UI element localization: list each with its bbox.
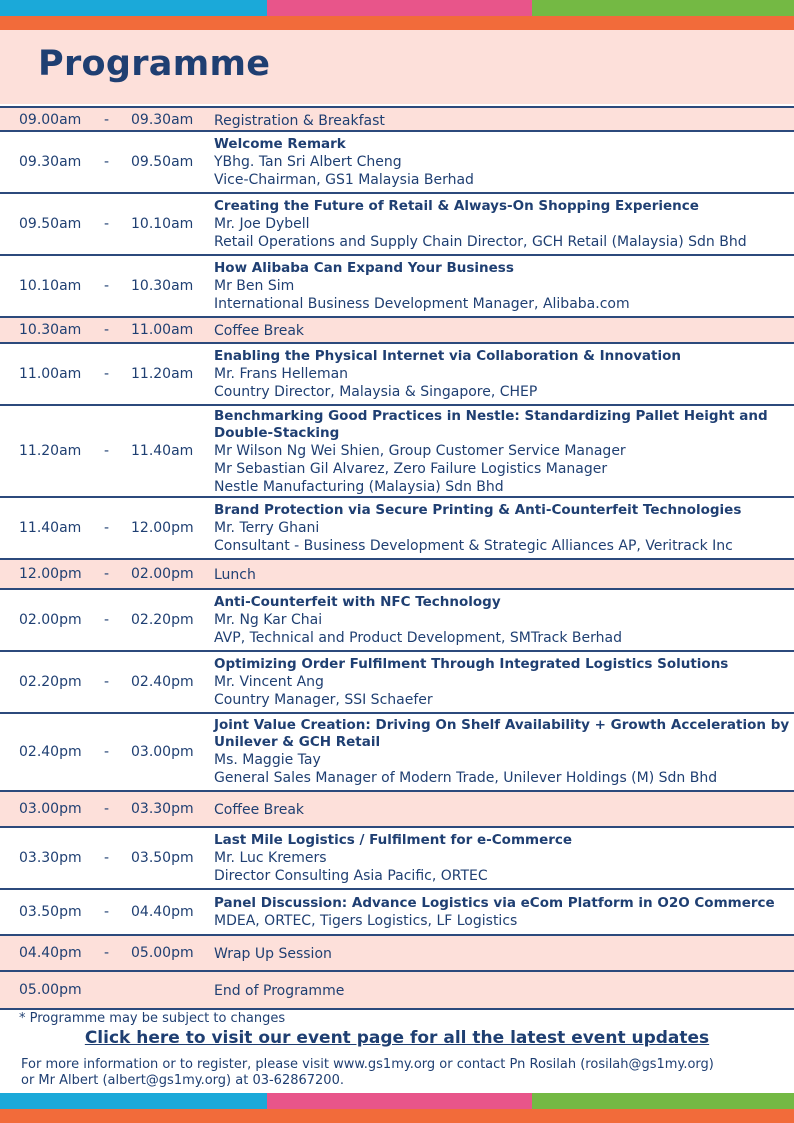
end-time: 02.20pm: [131, 612, 194, 628]
session-line: Country Manager, SSI Schaefer: [214, 691, 433, 708]
time-separator: -: [104, 216, 110, 232]
session-line: Consultant - Business Development & Strategic Alliances AP, Veritrack Inc: [214, 537, 733, 554]
session-details: [214, 260, 792, 313]
session-line: AVP, Technical and Product Development, SMTrack Berhad: [214, 629, 622, 646]
start-time: 05.00pm: [19, 982, 82, 998]
session-title: Creating the Future of Retail & Always-On Shopping Experience: [214, 197, 699, 214]
schedule-row: [0, 498, 794, 560]
end-time: 11.00am: [131, 322, 194, 338]
time-separator: -: [104, 801, 110, 817]
start-time: 11.40am: [19, 520, 82, 536]
start-time: 02.40pm: [19, 744, 82, 760]
schedule-row: [0, 256, 794, 318]
session-title: Optimizing Order Fulfilment Through Integrated Logistics Solutions: [214, 655, 729, 672]
start-time: 04.40pm: [19, 945, 82, 961]
start-time: 11.20am: [19, 443, 82, 459]
start-time: 12.00pm: [19, 566, 82, 582]
session-title: Last Mile Logistics / Fulfilment for e-Commerce: [214, 831, 573, 848]
time-separator: -: [104, 112, 110, 128]
session-details: [214, 895, 792, 930]
schedule-row: [0, 652, 794, 714]
session-line: MDEA, ORTEC, Tigers Logistics, LF Logistics: [214, 912, 518, 929]
session-details: [214, 198, 792, 251]
bottom-orange-bar: [0, 1109, 794, 1123]
session-line: Mr Ben Sim: [214, 277, 295, 294]
session-line: Coffee Break: [214, 802, 305, 818]
session-details: [214, 832, 792, 885]
session-title: Joint Value Creation: Driving On Shelf Availability + Growth Acceleration by Unilever & GCH Retail: [214, 717, 790, 750]
session-details: [214, 801, 792, 819]
end-time: 10.10am: [131, 216, 194, 232]
contact-info-line-2: or Mr Albert (albert@gs1my.org) at 03-62867200.: [21, 1073, 344, 1088]
session-line: Country Director, Malaysia & Singapore, CHEP: [214, 383, 538, 400]
end-time: 04.40pm: [131, 904, 194, 920]
schedule-row: [0, 792, 794, 828]
end-time: 09.30am: [131, 112, 194, 128]
session-details: [214, 112, 792, 130]
time-separator: -: [104, 850, 110, 866]
stripe-blue: [0, 1093, 267, 1109]
session-details: [214, 408, 792, 496]
schedule-row: [0, 936, 794, 972]
session-details: [214, 136, 792, 189]
session-line: Mr Wilson Ng Wei Shien, Group Customer Service Manager: [214, 443, 626, 459]
session-title: Panel Discussion: Advance Logistics via eCom Platform in O2O Commerce: [214, 894, 775, 911]
end-time: 10.30am: [131, 278, 194, 294]
top-orange-bar: [0, 16, 794, 30]
schedule-row: [0, 560, 794, 590]
schedule-table: [0, 106, 794, 1010]
session-title: How Alibaba Can Expand Your Business: [214, 259, 514, 276]
bottom-color-stripe: [0, 1093, 794, 1109]
schedule-row: [0, 890, 794, 936]
session-line: Mr. Vincent Ang: [214, 673, 324, 690]
start-time: 03.00pm: [19, 801, 82, 817]
session-title: Enabling the Physical Internet via Collaboration & Innovation: [214, 347, 682, 364]
session-line: Vice-Chairman, GS1 Malaysia Berhad: [214, 171, 474, 188]
programme-header: [0, 30, 794, 104]
start-time: 02.20pm: [19, 674, 82, 690]
stripe-pink: [267, 0, 532, 16]
end-time: 12.00pm: [131, 520, 194, 536]
session-line: Mr. Terry Ghani: [214, 519, 320, 536]
end-time: 09.50am: [131, 154, 194, 170]
session-title: Brand Protection via Secure Printing & Anti-Counterfeit Technologies: [214, 501, 742, 518]
time-separator: -: [104, 443, 110, 459]
contact-info: [21, 1057, 786, 1089]
session-line: Mr Sebastian Gil Alvarez, Zero Failure Logistics Manager: [214, 461, 608, 477]
end-time: 02.40pm: [131, 674, 194, 690]
session-details: [214, 594, 792, 647]
schedule-row: [0, 972, 794, 1010]
session-title: Anti-Counterfeit with NFC Technology: [214, 593, 501, 610]
time-separator: -: [104, 366, 110, 382]
session-details: [214, 982, 792, 1000]
time-separator: -: [104, 674, 110, 690]
top-color-stripe: [0, 0, 794, 16]
start-time: 09.30am: [19, 154, 82, 170]
schedule-row: [0, 406, 794, 498]
end-time: 11.40am: [131, 443, 194, 459]
start-time: 02.00pm: [19, 612, 82, 628]
stripe-blue: [0, 0, 267, 16]
session-details: [214, 566, 792, 584]
end-time: 02.00pm: [131, 566, 194, 582]
end-time: 03.30pm: [131, 801, 194, 817]
session-details: [214, 945, 792, 963]
session-title: Benchmarking Good Practices in Nestle: Standardizing Pallet Height and Double-Stacking: [214, 408, 768, 441]
stripe-green: [532, 1093, 794, 1109]
start-time: 09.00am: [19, 112, 82, 128]
schedule-row: [0, 318, 794, 344]
end-time: 03.00pm: [131, 744, 194, 760]
session-line: YBhg. Tan Sri Albert Cheng: [214, 153, 402, 170]
start-time: 11.00am: [19, 366, 82, 382]
session-line: End of Programme: [214, 983, 345, 999]
time-separator: -: [104, 612, 110, 628]
time-separator: -: [104, 278, 110, 294]
end-time: 03.50pm: [131, 850, 194, 866]
session-line: Mr. Ng Kar Chai: [214, 611, 323, 628]
schedule-row: [0, 132, 794, 194]
schedule-row: [0, 106, 794, 132]
session-line: Mr. Joe Dybell: [214, 215, 310, 232]
session-line: Mr. Luc Kremers: [214, 849, 327, 866]
session-line: Lunch: [214, 567, 256, 583]
session-line: Coffee Break: [214, 323, 305, 339]
start-time: 10.10am: [19, 278, 82, 294]
session-details: [214, 348, 792, 401]
start-time: 10.30am: [19, 322, 82, 338]
time-separator: -: [104, 154, 110, 170]
session-line: Wrap Up Session: [214, 946, 332, 962]
schedule-row: [0, 194, 794, 256]
session-details: [214, 502, 792, 555]
stripe-green: [532, 0, 794, 16]
schedule-row: [0, 828, 794, 890]
session-line: Registration & Breakfast: [214, 113, 385, 129]
time-separator: -: [104, 520, 110, 536]
session-line: International Business Development Manager, Alibaba.com: [214, 295, 630, 312]
time-separator: -: [104, 566, 110, 582]
start-time: 03.30pm: [19, 850, 82, 866]
session-line: Mr. Frans Helleman: [214, 365, 349, 382]
schedule-row: [0, 714, 794, 792]
start-time: 03.50pm: [19, 904, 82, 920]
page-title: Programme: [38, 44, 271, 84]
changes-note: * Programme may be subject to changes: [19, 1011, 286, 1026]
start-time: 09.50am: [19, 216, 82, 232]
time-separator: -: [104, 744, 110, 760]
contact-info-line-1: For more information or to register, please visit www.gs1my.org or contact Pn Rosilah (rosilah@gs1my.org): [21, 1057, 714, 1072]
end-time: 11.20am: [131, 366, 194, 382]
session-line: Director Consulting Asia Pacific, ORTEC: [214, 867, 488, 884]
session-line: Nestle Manufacturing (Malaysia) Sdn Bhd: [214, 479, 504, 495]
session-details: [214, 717, 792, 787]
event-page-link[interactable]: Click here to visit our event page for all the latest event updates: [84, 1028, 710, 1048]
session-details: [214, 322, 792, 340]
session-title: Welcome Remark: [214, 135, 346, 152]
session-details: [214, 656, 792, 709]
session-line: Ms. Maggie Tay: [214, 752, 321, 768]
session-line: Retail Operations and Supply Chain Director, GCH Retail (Malaysia) Sdn Bhd: [214, 233, 747, 250]
schedule-row: [0, 590, 794, 652]
time-separator: -: [104, 904, 110, 920]
time-separator: -: [104, 945, 110, 961]
session-line: General Sales Manager of Modern Trade, Unilever Holdings (M) Sdn Bhd: [214, 770, 718, 786]
end-time: 05.00pm: [131, 945, 194, 961]
stripe-pink: [267, 1093, 532, 1109]
time-separator: -: [104, 322, 110, 338]
schedule-row: [0, 344, 794, 406]
